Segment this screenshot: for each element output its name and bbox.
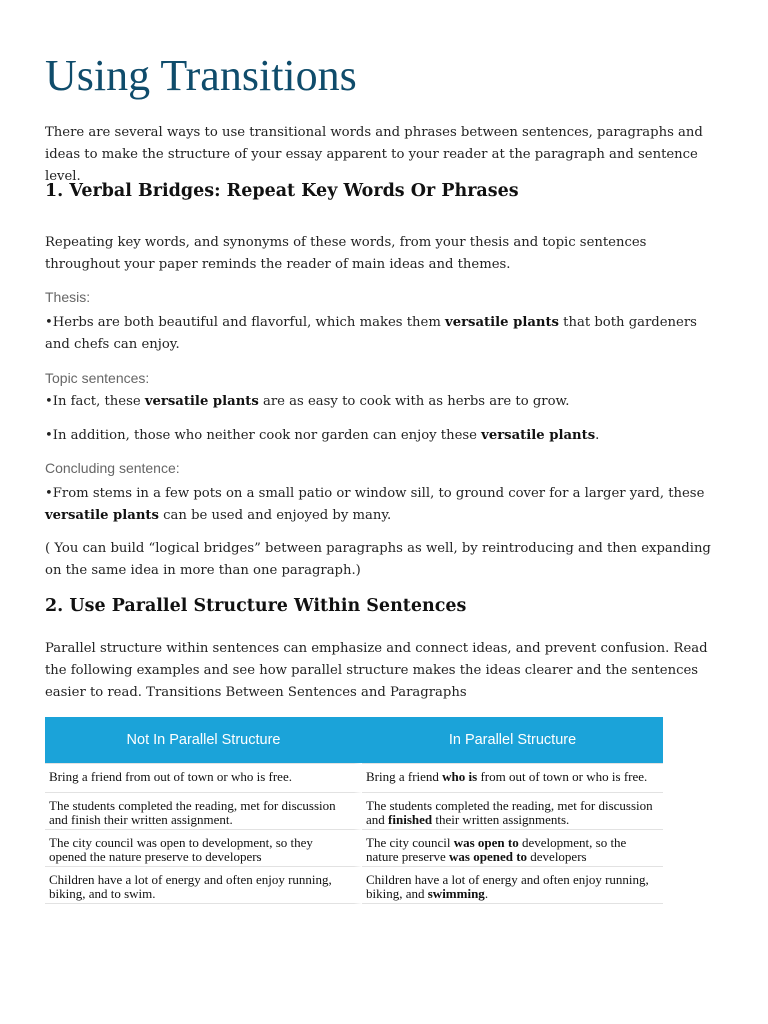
table-cell: Children have a lot of energy and often enjoy running, biking, and to swim.: [45, 866, 362, 904]
logical-bridges-note: ( You can build “logical bridges” between paragraphs as well, by reintroducing and then expanding on the same idea in more than one paragraph.): [45, 541, 711, 578]
thesis-label: Thesis:: [45, 289, 91, 305]
header-parallel: In Parallel Structure: [362, 717, 663, 763]
section2-heading: 2. Use Parallel Structure Within Sentences: [45, 596, 467, 616]
thesis-sentence: •Herbs are both beautiful and flavorful, which makes them versatile plants that both gardeners and chefs can enjoy.: [45, 315, 697, 352]
topic-sentence-1: •In fact, these versatile plants are as easy to cook with as herbs are to grow.: [45, 394, 570, 409]
table-cell: Children have a lot of energy and often enjoy running, biking, and swimming.: [362, 866, 663, 904]
page-title: Using Transitions: [45, 51, 357, 100]
header-not-parallel: Not In Parallel Structure: [45, 717, 362, 763]
table-cell: The students completed the reading, met for discussion and finish their written assignment.: [45, 792, 362, 829]
key-phrase: versatile plants: [481, 428, 596, 443]
table-cell: The city council was open to development, so the nature preserve was opened to developers: [362, 829, 663, 866]
parallel-structure-table: [45, 717, 663, 904]
table-header-row: [45, 717, 663, 763]
key-phrase: versatile plants: [445, 315, 559, 330]
section1-heading: 1. Verbal Bridges: Repeat Key Words Or Phrases: [45, 181, 519, 201]
intro-paragraph: There are several ways to use transitional words and phrases between sentences, paragraphs and ideas to make the structure of your essay apparent to your reader at the paragraph and sentence level.: [45, 125, 703, 184]
table-row: [45, 763, 663, 792]
concluding-label: Concluding sentence:: [45, 460, 180, 476]
table-row: [45, 866, 663, 904]
section2-paragraph: Parallel structure within sentences can emphasize and connect ideas, and prevent confusion. Read the following examples and see how parallel structure makes the ideas clearer and the sentences easier to read. Transitions Between Sentences and Paragraphs: [45, 641, 708, 700]
table-cell: The city council was open to development, so they opened the nature preserve to developers: [45, 829, 362, 866]
table-cell: Bring a friend who is from out of town or who is free.: [362, 763, 663, 792]
key-phrase: versatile plants: [45, 508, 159, 523]
table-row: [45, 792, 663, 829]
section1-paragraph: Repeating key words, and synonyms of these words, from your thesis and topic sentences throughout your paper reminds the reader of main ideas and themes.: [45, 235, 647, 272]
key-phrase: versatile plants: [144, 394, 259, 409]
topic-label: Topic sentences:: [45, 370, 150, 386]
table-cell: The students completed the reading, met for discussion and finished their written assignments.: [362, 792, 663, 829]
topic-sentence-2: •In addition, those who neither cook nor garden can enjoy these versatile plants.: [45, 428, 600, 443]
concluding-sentence: •From stems in a few pots on a small patio or window sill, to ground cover for a larger yard, these versatile plants can be used and enjoyed by many.: [45, 486, 705, 523]
table-row: [45, 829, 663, 866]
table-cell: Bring a friend from out of town or who is free.: [45, 763, 362, 792]
